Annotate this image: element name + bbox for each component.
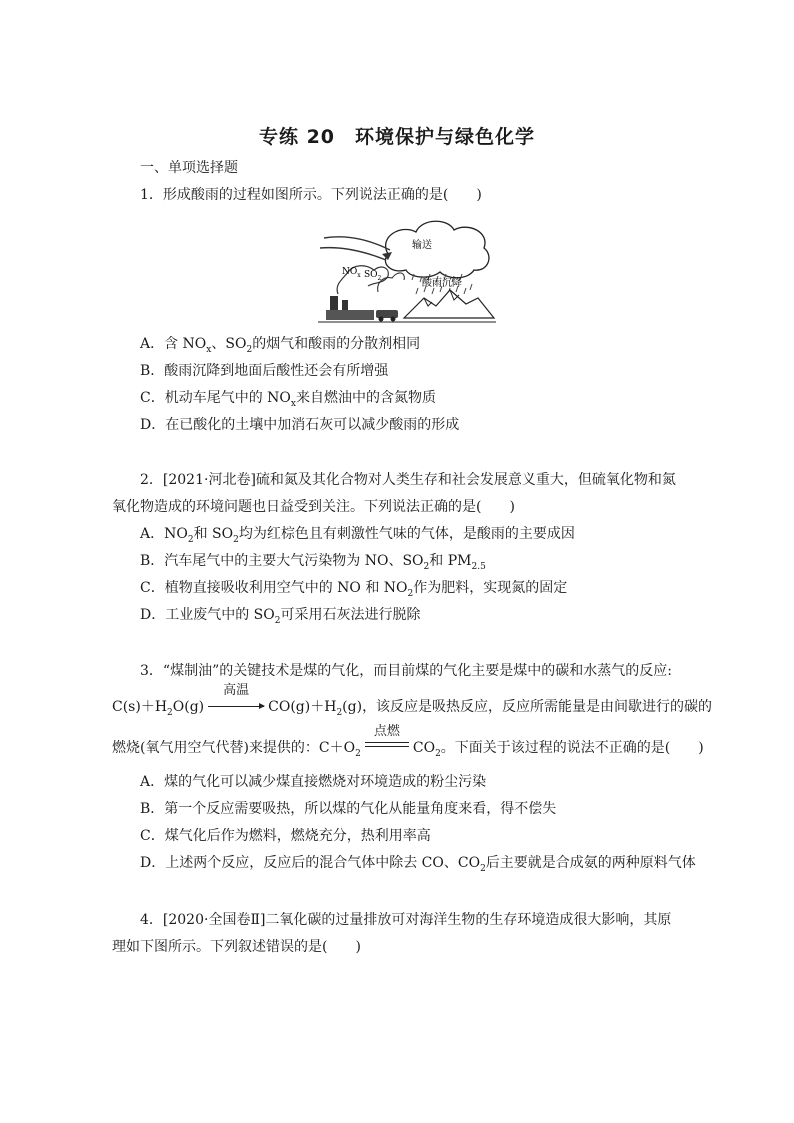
question-1-stem: 1．形成酸雨的过程如图所示。下列说法正确的是( ) — [140, 187, 482, 203]
label-acid-rain: 酸雨沉降 — [422, 278, 462, 289]
question-3-stem-line-1: 3．“煤制油”的关键技术是煤的气化，而目前煤的气化主要是煤中的碳和水蒸气的反应: — [140, 663, 672, 679]
cloud-shape — [385, 221, 489, 278]
question-1-option-c: C．机动车尾气中的 $NO_x$来自燃油中的含氮物质 — [140, 390, 436, 409]
label-nox: $NO_x$ — [342, 267, 361, 279]
reaction-equals-sign: 点燃 — [365, 738, 409, 758]
question-3-option-c: C．煤气化后作为燃料，燃烧充分，热利用率高 — [140, 828, 431, 844]
question-2-stem-line-1: 2．[2021·河北卷]硫和氮及其化合物对人类生存和社会发展意义重大，但硫氧化物和氮 — [140, 472, 676, 488]
mountain-shape — [404, 290, 494, 318]
factory-building-shape — [326, 310, 374, 320]
question-3-option-d: D．上述两个反应，反应后的混合气体中除去 CO、$CO_2$后主要就是合成氨的两种原料气体 — [140, 855, 696, 874]
question-3-equation-1-line: $C(s)+H_2O(g)$ 高温 $CO(g)+H_2(g)$，该反应是吸热反应，反应所需能量是由间歇进行的碳的 — [112, 683, 713, 718]
question-4-stem-line-1: 4．[2020·全国卷Ⅱ]二氧化碳的过量排放可对海洋生物的生存环境造成很大影响，其原 — [140, 912, 672, 928]
question-1-option-b: B．酸雨沉降到地面后酸性还会有所增强 — [140, 363, 389, 379]
question-1-option-d: D．在已酸化的土壤中加消石灰可以减少酸雨的形成 — [140, 417, 460, 433]
wind-arrow-shape — [320, 248, 386, 260]
reaction-arrow: 高温 — [208, 697, 264, 717]
question-4-stem-line-2: 理如下图所示。下列叙述错误的是( ) — [112, 939, 361, 955]
smoke-plume-shape — [378, 273, 405, 292]
car-wheel-shape — [379, 317, 384, 322]
question-3-equation-2-line: 燃烧(氧气用空气代替)来提供的：$C+O_2$ 点燃 $CO_2$。下面关于该过程的说法不正确的是( ) — [112, 724, 704, 759]
label-transport: 输送 — [412, 240, 432, 251]
question-2-option-d: D．工业废气中的 $SO_2$可采用石灰法进行脱除 — [140, 607, 421, 626]
car-shape — [376, 310, 398, 318]
page-title: 专练 20 环境保护与绿色化学 — [258, 126, 536, 148]
question-3-option-b: B．第一个反应需要吸热，所以煤的气化从能量角度来看，得不偿失 — [140, 801, 557, 817]
question-2-option-a: A．$NO_2$和 $SO_2$均为红棕色且有刺激性气味的气体，是酸雨的主要成因 — [140, 526, 575, 545]
label-so2: $SO_2$ — [364, 270, 382, 282]
acid-rain-figure — [318, 214, 496, 324]
section-heading: 一、单项选择题 — [140, 160, 238, 176]
question-2-stem-line-2: 氧化物造成的环境问题也日益受到关注。下列说法正确的是( ) — [112, 499, 515, 515]
question-2-option-b: B．汽车尾气中的主要大气污染物为 NO、$SO_2$和 $PM_{2.5}$ — [140, 553, 486, 572]
question-2-option-c: C．植物直接吸收利用空气中的 NO 和 $NO_2$作为肥料，实现氮的固定 — [140, 580, 568, 599]
question-1-option-a: A．含 $NO_x$、$SO_2$的烟气和酸雨的分散剂相同 — [140, 336, 421, 355]
question-3-option-a: A．煤的气化可以减少煤直接燃烧对环境造成的粉尘污染 — [140, 774, 487, 790]
car-wheel-shape — [391, 317, 396, 322]
